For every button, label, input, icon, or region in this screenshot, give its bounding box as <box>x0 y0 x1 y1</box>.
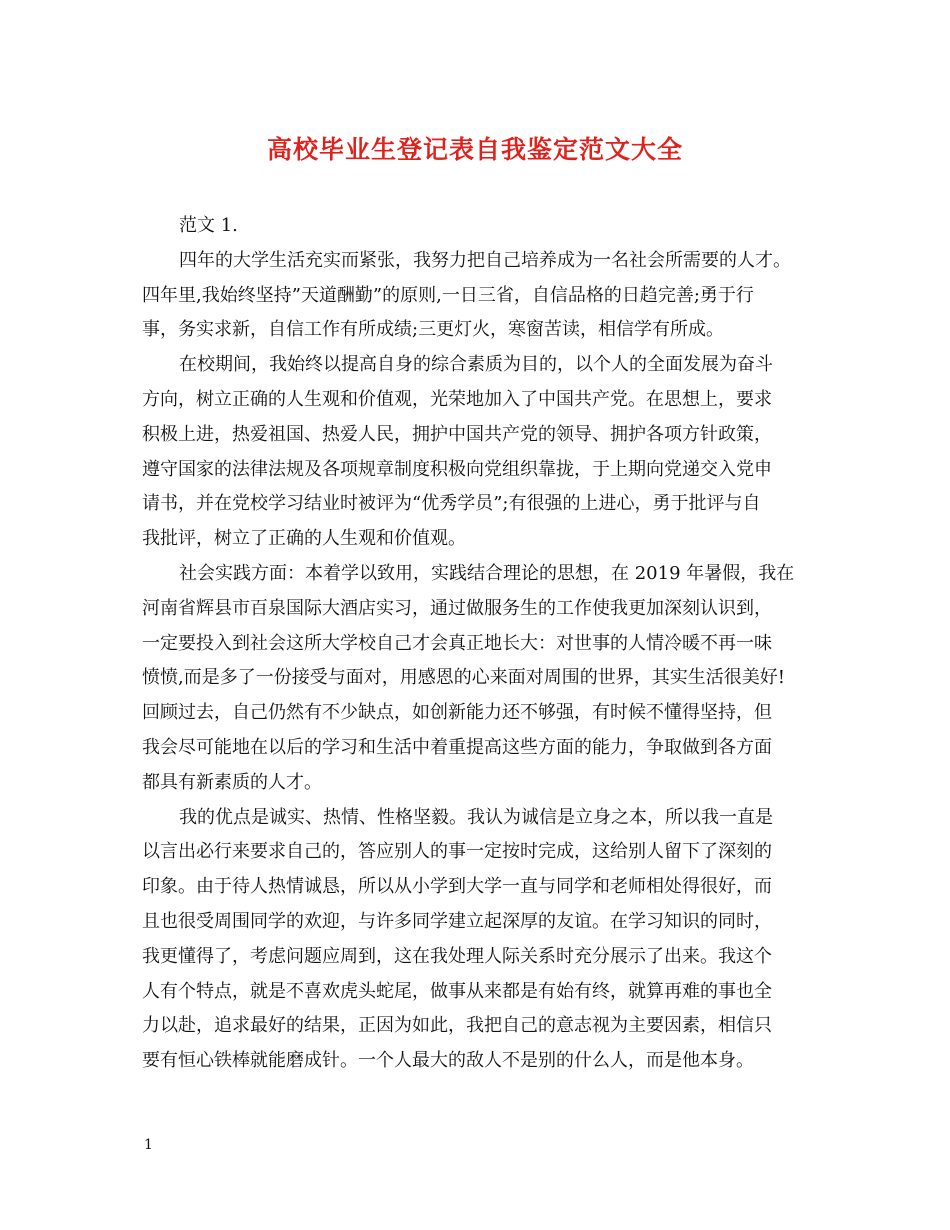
document-title: 高校毕业生登记表自我鉴定范文大全 <box>266 135 683 164</box>
text-line: 且也很受周围同学的欢迎，与许多同学建立起深厚的友谊。在学习知识的同时， <box>142 910 772 932</box>
text-line: 积极上进，热爱祖国、热爱人民，拥护中国共产党的领导、拥护各项方针政策， <box>142 423 772 445</box>
text-line: 一定要投入到社会这所大学校自己才会真正地长大：对世事的人情冷暖不再一味 <box>142 632 772 654</box>
text-line: 四年里,我始终坚持”天道酬勤”的原则,一日三省，自信品格的日趋完善;勇于行 <box>142 284 754 306</box>
text-line: 回顾过去，自己仍然有不少缺点，如创新能力还不够强，有时候不懂得坚持，但 <box>142 702 772 724</box>
text-line: 我更懂得了，考虑问题应周到，这在我处理人际关系时充分展示了出来。我这个 <box>142 945 772 967</box>
text-line: 社会实践方面：本着学以致用，实践结合理论的思想，在 2019 年暑假，我在 <box>179 562 795 584</box>
page-number: 1 <box>144 1137 153 1153</box>
text-line: 人有个特点，就是不喜欢虎头蛇尾，做事从来都是有始有终，就算再难的事也全 <box>142 980 772 1002</box>
text-line: 印象。由于待人热情诚恳，所以从小学到大学一直与同学和老师相处得很好，而 <box>142 876 772 898</box>
text-line: 事，务实求新，自信工作有所成绩;三更灯火，寒窗苦读，相信学有所成。 <box>142 319 725 341</box>
text-line: 以言出必行来要求自己的，答应别人的事一定按时完成，这给别人留下了深刻的 <box>142 841 772 863</box>
text-line: 要有恒心铁棒就能磨成针。一个人最大的敌人不是别的什么人，而是他本身。 <box>142 1050 754 1072</box>
text-line: 愤愤,而是多了一份接受与面对，用感恩的心来面对周围的世界，其实生活很美好! <box>142 667 785 689</box>
text-line: 我批评，树立了正确的人生观和价值观。 <box>142 528 466 550</box>
text-line: 都具有新素质的人才。 <box>142 771 322 793</box>
text-line: 范文 1. <box>179 215 238 236</box>
text-line: 请书，并在党校学习结业时被评为“优秀学员”;有很强的上进心，勇于批评与自 <box>142 493 761 515</box>
text-line: 遵守国家的法律法规及各项规章制度积极向党组织靠拢，于上期向党递交入党申 <box>142 458 772 480</box>
text-line: 力以赴，追求最好的结果，正因为如此，我把自己的意志视为主要因素，相信只 <box>142 1015 772 1037</box>
text-line: 河南省辉县市百泉国际大酒店实习，通过做服务生的工作使我更加深刻认识到， <box>142 597 772 619</box>
text-line: 方向，树立正确的人生观和价值观，光荣地加入了中国共产党。在思想上，要求 <box>142 388 772 410</box>
text-line: 我会尽可能地在以后的学习和生活中着重提高这些方面的能力，争取做到各方面 <box>142 736 772 758</box>
text-line: 在校期间，我始终以提高自身的综合素质为目的，以个人的全面发展为奋斗 <box>179 354 773 376</box>
text-line: 四年的大学生活充实而紧张，我努力把自己培养成为一名社会所需要的人才。 <box>179 249 791 271</box>
text-line: 我的优点是诚实、热情、性格坚毅。我认为诚信是立身之本，所以我一直是 <box>179 806 773 828</box>
document-body <box>142 209 808 1079</box>
